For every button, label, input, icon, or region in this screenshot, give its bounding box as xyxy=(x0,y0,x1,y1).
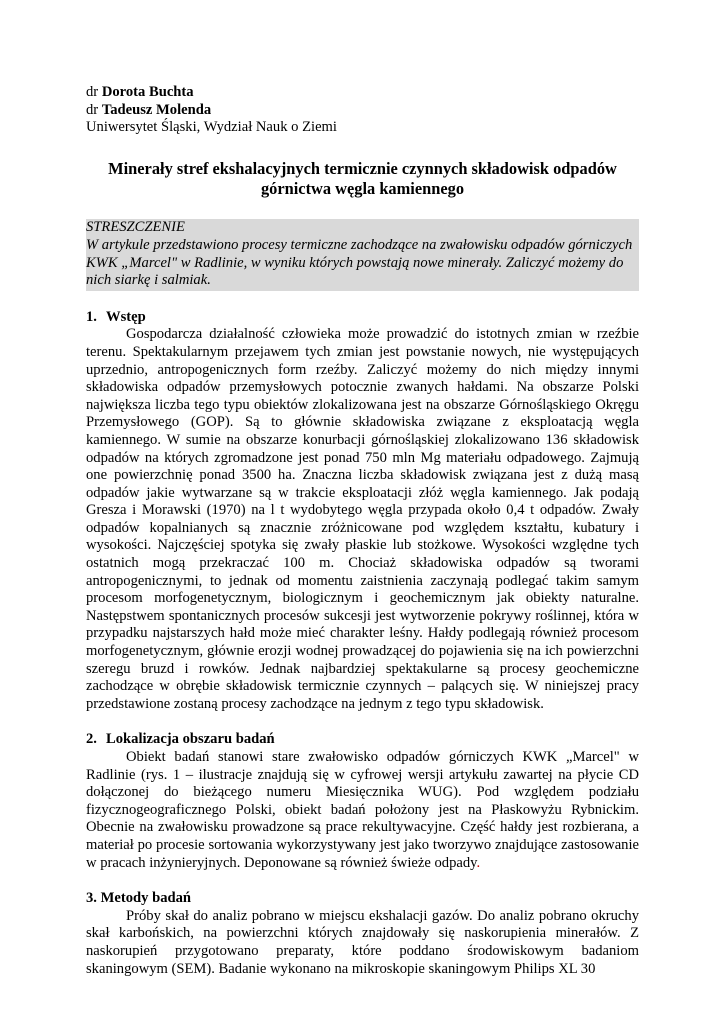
section-2-text: Obiekt badań stanowi stare zwałowisko odpadów górniczych KWK „Marcel" w Radlinie (rys. 1 – ilustracje znajdują się w cyfrowej wersji artykułu zawartej na płycie CD dołączonej do bieżącego numeru Miesięcznika WUG). Pod względem podziału fizycznogeograficznego Polski, obiekt badań położony jest na Płaskowyżu Rybnickim. Obecnie na zwałowisku prowadzone są prace rekultywacyjne. Część hałdy jest rozbierana, a materiał po procesie sortowania wykorzystywany jest jako tworzywo znajdujące zastosowanie w pracach inżynieryjnych. Deponowane są również świeże odpady xyxy=(86,749,639,871)
author-block xyxy=(86,84,639,137)
section-2 xyxy=(86,731,639,872)
section-1-body: Gospodarcza działalność człowieka może prowadzić do istotnych zmian w rzeźbie terenu. Spektakularnym przejawem tych zmian jest powstanie nowych, nie występujących uprzednio, antropogenicznych form rzeźby. Zaliczyć możemy do nich między innymi składowiska odpadów przemysłowych potocznie zwanych hałdami. Na obszarze Polski największa liczba tego typu obiektów zlokalizowana jest na obszarze Górnośląskiego Okręgu Przemysłowego (GOP). Są to głównie składowiska związane z eksploatacją węgla kamiennego. W sumie na obszarze konurbacji górnośląskiej zlokalizowano 136 składowisk odpadów na których zgromadzone jest ponad 750 mln Mg materiału odpadowego. Zajmują one powierzchnię ponad 3500 ha. Znaczna liczba składowisk związana jest z dużą masą odpadów jakie wytwarzane są w trakcie eksploatacji złóż węgla kamiennego. Jak podają Gresza i Morawski (1970) na l t wydobytego węgla przypada około 0,4 t odpadów. Zwały odpadów kopalnianych są znacznie zróżnicowane pod względem kształtu, kubatury i wysokości. Najczęściej spotyka się zwały płaskie lub stożkowe. Wysokości względne tych ostatnich mogą przekraczać 100 m. Chociaż składowiska odpadów są tworami antropogenicznymi, to jednak od momentu zaistnienia zaczynają podlegać takim samym procesom morfogenetycznym, biologicznym i geochemicznym jak obiekty naturalne. Następstwem spontanicznych procesów sukcesji jest wytworzenie pokrywy roślinnej, która w przypadku najstarszych hałd może mieć charakter leśny. Hałdy podlegają również procesom morfogenetycznym, głównie erozji wodnej prowadzącej do pojawienia się na ich powierzchni szeregu bruzd i rowków. Jednak najbardziej spektakularne są procesy geochemiczne zachodzące w obrębie składowisk termicznie czynnych – palących się. W niniejszej pracy przedstawione zostaną procesy zachodzące na jednym z tego typu składowisk. xyxy=(86,326,639,712)
author-1-name: Dorota Buchta xyxy=(101,84,194,100)
author-2 xyxy=(86,102,639,120)
paper-title xyxy=(86,159,639,199)
section-3-body: Próby skał do analiz pobrano w miejscu ekshalacji gazów. Do analiz pobrano okruchy skał karbońskich, na powierzchni których znajdowały się naskorupienia minerałów. Z naskorupień przygotowano preparaty, które poddano środowiskowym badaniom skaningowym (SEM). Badanie wykonano na mikroskopie skaningowym Philips XL 30 xyxy=(86,907,639,977)
section-2-heading xyxy=(86,731,639,749)
section-1-number: 1. xyxy=(86,308,97,325)
author-1-title: dr xyxy=(86,84,102,100)
section-2-number: 2. xyxy=(86,731,97,748)
section-3 xyxy=(86,890,639,978)
abstract-heading: STRESZCZENIE xyxy=(86,219,185,236)
section-3-number: 3. xyxy=(86,890,97,907)
abstract-box xyxy=(86,219,639,290)
section-2-title: Lokalizacja obszaru badań xyxy=(106,731,275,748)
author-2-title: dr xyxy=(86,101,102,118)
section-1-heading xyxy=(86,309,639,327)
document-page xyxy=(86,84,639,978)
affiliation: Uniwersytet Śląski, Wydział Nauk o Ziemi xyxy=(86,119,337,136)
author-2-name: Tadeusz Molenda xyxy=(101,101,212,118)
section-2-body xyxy=(86,749,639,872)
author-1 xyxy=(86,84,639,102)
section-1-title: Wstęp xyxy=(106,308,146,325)
section-1 xyxy=(86,309,639,714)
paper-title-line-2: górnictwa węgla kamiennego xyxy=(260,178,465,198)
section-3-title: Metody badań xyxy=(100,890,192,907)
section-3-heading xyxy=(86,890,639,908)
abstract-text: W artykule przedstawiono procesy termiczne zachodzące na zwałowisku odpadów górniczych KWK „Marcel" w Radlinie, w wyniku których powstają nowe minerały. Zaliczyć możemy do nich siarkę i salmiak. xyxy=(86,236,633,289)
section-2-trailing-dot: . xyxy=(476,854,481,871)
paper-title-line-1: Minerały stref ekshalacyjnych termicznie czynnych składowisk odpadów xyxy=(108,158,617,178)
